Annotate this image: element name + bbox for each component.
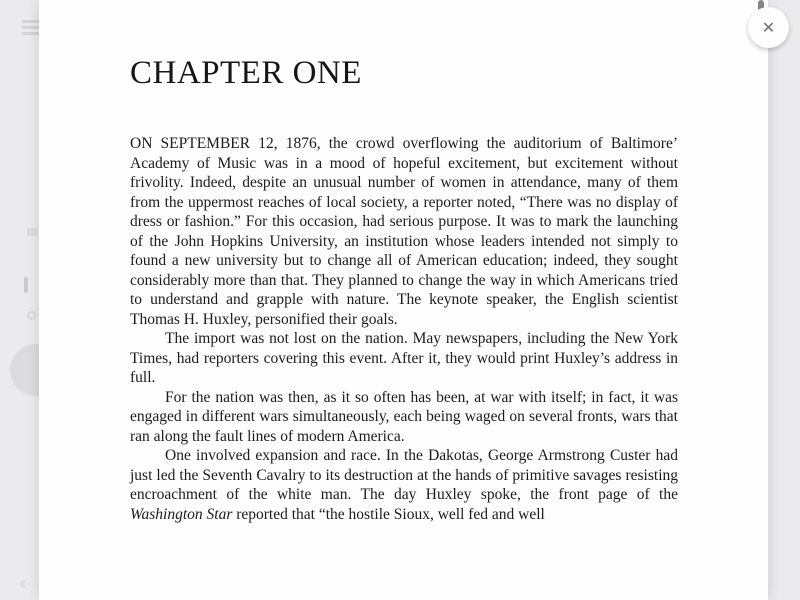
paragraph-text: One involved expansion and race. In the Dakotas, George Armstrong Custer had just led the Seventh Cavalry to its destruction at the hands of primitive savages resisting encroachment of the white man. The day Huxley spoke, the front page of the bbox=[130, 447, 678, 503]
close-icon: ✕ bbox=[761, 17, 776, 37]
paragraph bbox=[130, 446, 678, 524]
paragraph: ON SEPTEMBER 12, 1876, the crowd overflowing the auditorium of Baltimore’ Academy of Music was in a mood of hopeful excitement, but excitement without frivolity. Indeed, despite an unusual number of women in attendance, many of them from the uppermost reaches of local society, a reporter noted, “There was no display of dress or fashion.” For this occasion, had serious purpose. It was to mark the launching of the John Hopkins University, an institution whose leaders intended not simply to found a new university but to change all of American education; indeed, they sought considerably more than that. They planned to change the way in which Americans tried to understand and grapple with nature. The keynote speaker, the English scientist Thomas H. Huxley, personified their goals. bbox=[130, 135, 678, 328]
paragraph: The import was not lost on the nation. May newspapers, including the New York Times, had reporters covering this event. After it, they would print Huxley’s address in full. bbox=[130, 330, 678, 386]
close-button[interactable] bbox=[748, 7, 789, 48]
book-page bbox=[39, 0, 768, 524]
chapter-title: CHAPTER ONE bbox=[130, 55, 362, 91]
italic-publication-name: Washington Star bbox=[130, 505, 233, 523]
background-text-fragment bbox=[27, 311, 36, 320]
paragraph: For the nation was then, as it so often has been, at war with itself; in fact, it was engaged in different wars simultaneously, each being waged on several fronts, wars that ran along the fault lines of modern America. bbox=[130, 388, 678, 445]
chevron-left-icon: ‹ bbox=[19, 571, 27, 595]
background-text-fragment bbox=[24, 277, 28, 293]
paragraph-text: reported that “the hostile Sioux, well fed and well bbox=[232, 505, 545, 523]
background-text-fragment bbox=[27, 228, 38, 236]
reader-modal bbox=[39, 0, 768, 600]
